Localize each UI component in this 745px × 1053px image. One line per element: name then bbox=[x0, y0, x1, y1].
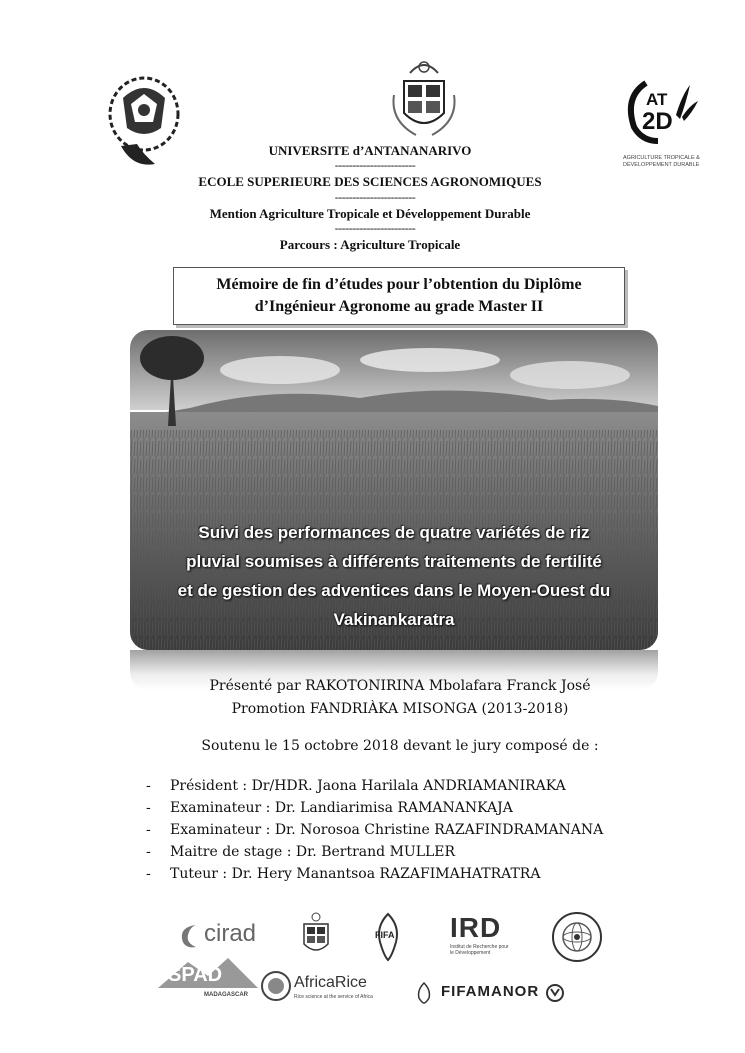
memoire-line-1: Mémoire de fin d’études pour l’obtention du Diplôme bbox=[216, 276, 582, 293]
jury-member: Maitre de stage : Dr. Bertrand MULLER bbox=[170, 844, 456, 860]
memoire-title-box bbox=[173, 267, 625, 325]
spad-caption: MADAGASCAR bbox=[204, 992, 248, 998]
cirad-text: cirad bbox=[204, 920, 257, 947]
separator-1: ----------------------- bbox=[334, 158, 416, 172]
mention-name: Mention Agriculture Tropicale et Développement Durable bbox=[209, 206, 531, 221]
fifa-text: FIFA bbox=[375, 930, 395, 940]
jury-item bbox=[146, 797, 666, 819]
jury-item bbox=[146, 775, 666, 797]
spad-text: SPAD bbox=[168, 964, 223, 986]
at2d-number: 2D bbox=[642, 108, 673, 135]
thesis-title-line-3: et de gestion des adventices dans le Moyen-Ouest du bbox=[177, 581, 611, 600]
school-name: ECOLE SUPERIEURE DES SCIENCES AGRONOMIQUES bbox=[198, 174, 542, 189]
separator-2: ----------------------- bbox=[334, 190, 416, 204]
fifa-logo bbox=[370, 912, 406, 962]
jury-member: Examinateur : Dr. Norosoa Christine RAZAFINDRAMANANA bbox=[170, 822, 604, 838]
thesis-title bbox=[130, 518, 658, 634]
parcours-name: Parcours : Agriculture Tropicale bbox=[279, 237, 461, 252]
fifamanor-logo bbox=[415, 980, 565, 1006]
ird-logo bbox=[448, 912, 512, 966]
memoire-line-2: d’Ingénieur Agronome au grade Master II bbox=[254, 298, 544, 315]
jury-member: Tuteur : Dr. Hery Manantsoa RAZAFIMAHATRATRA bbox=[170, 866, 541, 882]
fifamanor-text: FIFAMANOR bbox=[441, 983, 540, 1000]
africarice-caption: Rice science at the service of Africa bbox=[294, 994, 373, 1000]
africarice-logo bbox=[260, 970, 373, 1006]
spad-logo bbox=[158, 954, 258, 1006]
promotion-line: Promotion FANDRIÀKA MISONGA (2013-2018) bbox=[231, 701, 569, 717]
presenter-line: Présenté par RAKOTONIRINA Mbolafara Franck José bbox=[209, 678, 591, 694]
ird-caption: Institut de Recherche pour le Développement bbox=[450, 944, 509, 956]
ird-text: IRD bbox=[450, 912, 502, 943]
thesis-title-line-2: pluvial soumises à différents traitements de fertilité bbox=[186, 552, 602, 571]
jury-member: Examinateur : Dr. Landiarimisa RAMANANKAJA bbox=[170, 800, 513, 816]
jury-list bbox=[146, 775, 666, 885]
at2d-caption-line1: AGRICULTURE TROPICALE & bbox=[623, 155, 700, 161]
jury-member: Président : Dr/HDR. Jaona Harilala ANDRIAMANIRAKA bbox=[170, 778, 566, 794]
jury-item bbox=[146, 863, 666, 885]
list-dash: - bbox=[146, 778, 151, 794]
cirad-logo bbox=[178, 918, 276, 954]
list-dash: - bbox=[146, 866, 151, 882]
at2d-acronym: AT bbox=[646, 90, 668, 109]
list-dash: - bbox=[146, 822, 151, 838]
university-name: UNIVERSITE d’ANTANANARIVO bbox=[268, 143, 472, 158]
list-dash: - bbox=[146, 844, 151, 860]
thesis-title-line-4: Vakinankaratra bbox=[333, 610, 455, 629]
at2d-caption-line2: DÉVELOPPEMENT DURABLE bbox=[623, 162, 700, 168]
jury-item bbox=[146, 841, 666, 863]
africarice-text: AfricaRice bbox=[294, 974, 367, 991]
research-lab-round-logo bbox=[550, 910, 604, 964]
thesis-title-line-1: Suivi des performances de quatre variétés de riz bbox=[198, 523, 590, 542]
separator-3: ----------------------- bbox=[334, 221, 416, 235]
jury-item bbox=[146, 819, 666, 841]
university-crest-small-logo bbox=[296, 910, 336, 960]
list-dash: - bbox=[146, 800, 151, 816]
faculty-crest-logo bbox=[386, 55, 462, 141]
at2d-logo bbox=[616, 75, 716, 175]
defense-line: Soutenu le 15 octobre 2018 devant le jury composé de : bbox=[201, 738, 599, 754]
